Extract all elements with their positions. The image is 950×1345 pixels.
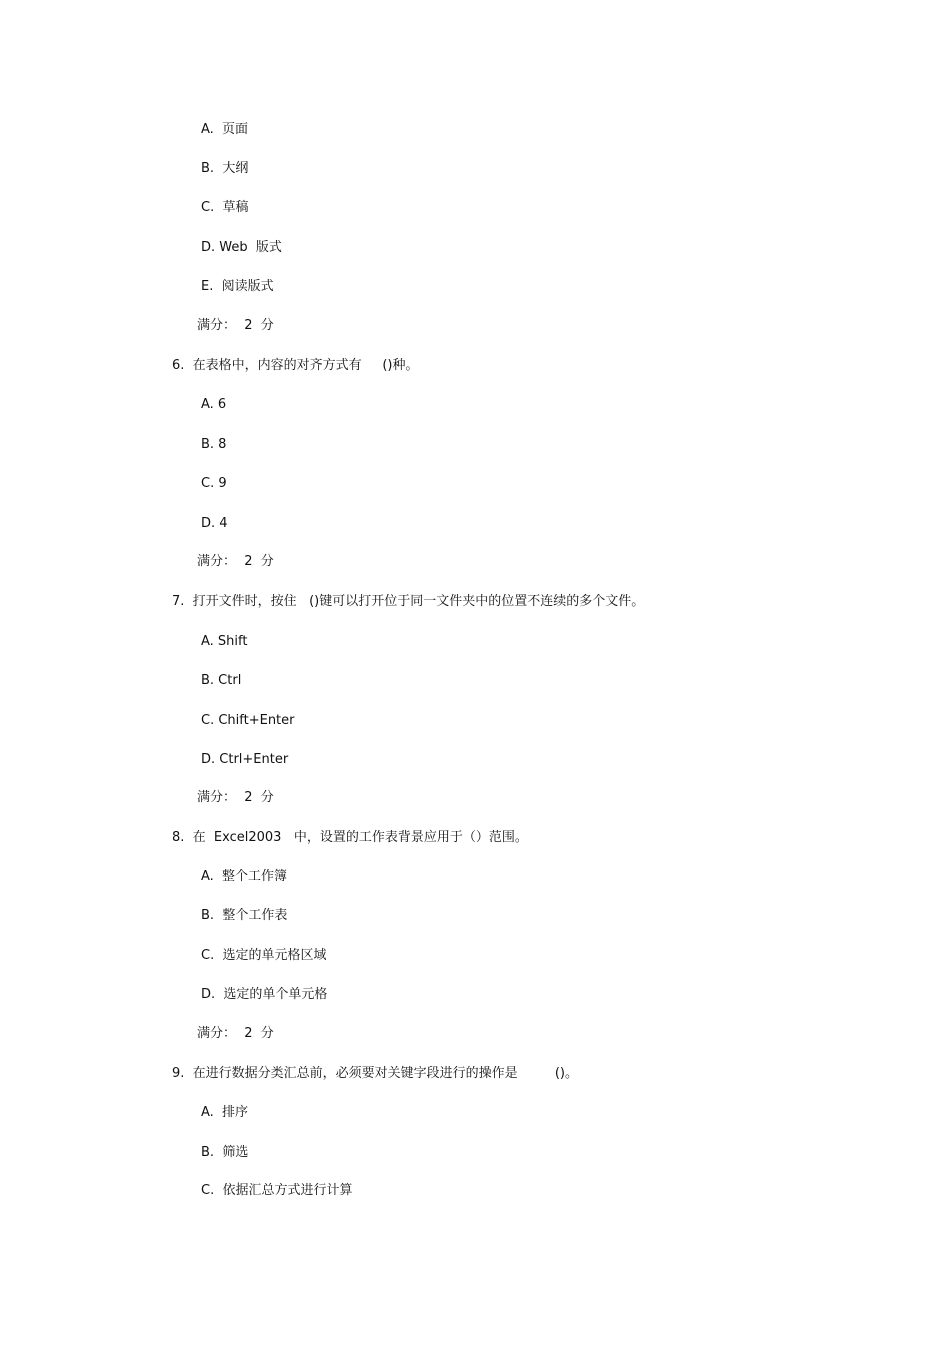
- option-line: D. Ctrl+Enter: [201, 752, 289, 767]
- option-line: B. 整个工作表: [201, 908, 288, 923]
- option-line: B. 大纲: [201, 161, 249, 176]
- option-line: D. 4: [201, 516, 228, 531]
- option-line: B. Ctrl: [201, 673, 242, 688]
- question-line: 9. 在进行数据分类汇总前，必须要对关键字段进行的操作是 ()。: [172, 1066, 579, 1081]
- option-line: C. 草稿: [201, 200, 249, 215]
- option-line: C. Chift+Enter: [201, 713, 295, 728]
- option-line: A. 排序: [201, 1105, 249, 1120]
- option-line: A. 6: [201, 397, 227, 412]
- score-line: 满分： 2 分: [197, 554, 274, 569]
- option-line: C. 选定的单元格区域: [201, 948, 327, 963]
- question-line: 6. 在表格中，内容的对齐方式有 ()种。: [172, 358, 419, 373]
- option-line: C. 9: [201, 476, 227, 491]
- option-line: E. 阅读版式: [201, 279, 274, 294]
- option-line: D. 选定的单个单元格: [201, 987, 328, 1002]
- question-line: 7. 打开文件时，按住 ()键可以打开位于同一文件夹中的位置不连续的多个文件。: [172, 594, 645, 609]
- option-line: C. 依据汇总方式进行计算: [201, 1183, 353, 1198]
- score-line: 满分： 2 分: [197, 790, 274, 805]
- question-line: 8. 在 Excel2003 中，设置的工作表背景应用于（）范围。: [172, 830, 528, 845]
- score-line: 满分： 2 分: [197, 318, 274, 333]
- option-line: B. 8: [201, 437, 227, 452]
- option-line: A. Shift: [201, 634, 248, 649]
- option-line: A. 页面: [201, 122, 249, 137]
- option-line: D. Web 版式: [201, 240, 282, 255]
- score-line: 满分： 2 分: [197, 1026, 274, 1041]
- option-line: B. 筛选: [201, 1145, 249, 1160]
- option-line: A. 整个工作簿: [201, 869, 288, 884]
